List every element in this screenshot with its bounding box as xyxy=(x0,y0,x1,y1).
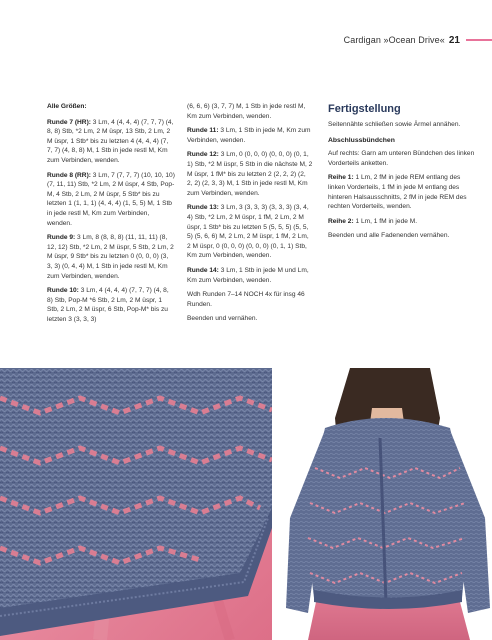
round-10-continued: (6, 6, 6) (3, 7, 7) M, 1 Stb in jede restl M, Km zum Verbinden, wenden. xyxy=(187,103,306,120)
text-column-1 xyxy=(47,102,175,329)
round-10 xyxy=(47,286,175,324)
round-text: 3 Lm, 4 (4, 4, 4) (7, 7, 7) (4, 8, 8) Stb, *2 Lm, 2 M üspr, 13 Stb, 2 Lm, 2 M üspr, 1 Stb* bis zu letzten 4 (4, 4, 4) (7, 7, 7) (4, 8, 8) M, 1 Stb in jede restl M, Km zum Verbinden, wenden. xyxy=(47,118,174,164)
round-label: Runde 8 (RR): xyxy=(47,171,91,179)
detail-photo xyxy=(0,368,272,640)
row-2 xyxy=(328,217,478,227)
subsection-title: Abschlussbündchen xyxy=(328,136,395,144)
knit-detail-illustration xyxy=(0,368,272,640)
sizes-heading: Alle Größen: xyxy=(47,103,87,110)
round-14 xyxy=(187,266,313,285)
round-12 xyxy=(187,150,313,198)
model-photo xyxy=(280,368,492,640)
round-7 xyxy=(47,118,175,166)
round-13 xyxy=(187,203,313,261)
round-label: Runde 11: xyxy=(187,127,219,135)
section-title: Fertigstellung xyxy=(328,103,401,115)
finish-note: Beenden und vernähen. xyxy=(187,315,258,323)
text-column-3 xyxy=(328,102,478,246)
round-8 xyxy=(47,171,175,229)
end-note: Beenden und alle Fadenenden vernähen. xyxy=(328,232,450,240)
round-label: Runde 13: xyxy=(187,204,219,212)
round-label: Runde 9: xyxy=(47,234,76,242)
row-text: 1 Lm, 2 fM in jede REM entlang des linken Vorderteils, 1 fM in jede M entlang des hinteren Halsausschnitts, 2 fM in jede REM des rechten Vorderteils, wenden. xyxy=(328,174,467,211)
subsection-intro: Auf rechts: Garn am unteren Bündchen des linken Vorderteils anketten. xyxy=(328,150,475,167)
round-text: 3 Lm, 4 (4, 4, 4) (7, 7, 7) (4, 8, 8) Stb, Pop-M *6 Stb, 2 Lm, 2 M üspr, 1 Stb, 2 Lm, 2 M üspr, 6 Stb, Pop-M* bis zu letzten 3 (3, 3, 3) xyxy=(47,287,169,323)
text-column-2 xyxy=(187,102,313,329)
repeat-note: Wdh Runden 7–14 NOCH 4x für insg 46 Runden. xyxy=(187,291,305,308)
round-text: 3 Lm, 0 (0, 0, 0) (0, 0, 0) (0, 1, 1) Stb, *2 M üspr, 5 Stb in die nächste M, 2 M üspr, 1 fM* bis zu letzten 2 (2, 2, 2) (2, 2, 2) (2, 3, 3) M, 1 Stb in jede restl M, Km zum Verbinden, wenden. xyxy=(187,151,313,197)
round-text: 3 Lm, 3 (3, 3, 3) (3, 3, 3) (3, 4, 4) Stb, *2 Lm, 2 M üspr, 1 fM, 2 Lm, 2 M üspr, 1 Stb* bis zu letzten 5 (5, 5, 5) (5, 5, 5) (5, 6, 6) M, 2 Lm, 2 M üspr, 1 fM, 2 Lm, 2 M üspr, 0 (0, 0, 0) (0, 0, 0) (0, 1, 1) Stb, Km zum Verbinden, wenden. xyxy=(187,204,309,260)
page-number: 21 xyxy=(448,34,460,46)
row-label: Reihe 2: xyxy=(328,217,354,225)
row-label: Reihe 1: xyxy=(328,174,354,182)
round-text: 3 Lm, 7 (7, 7, 7) (10, 10, 10) (7, 11, 11) Stb, *2 Lm, 2 M üspr, 4 Stb, Pop-M, 4 Stb, 2 Lm, 2 M üspr, 5 Stb* bis zu letzten 1 (1, 1, 1) (4, 4, 4) (1, 5, 5) M, 1 Stb in jede restl M, Km zum Verbinden, wenden. xyxy=(47,171,175,227)
page-header xyxy=(344,33,492,47)
round-label: Runde 10: xyxy=(47,287,79,295)
row-text: 1 Lm, 1 fM in jede M. xyxy=(353,217,418,225)
round-11 xyxy=(187,126,313,145)
round-9 xyxy=(47,233,175,281)
round-label: Runde 7 (HR): xyxy=(47,118,91,126)
round-label: Runde 14: xyxy=(187,266,219,274)
row-1 xyxy=(328,173,478,211)
round-text: 3 Lm, 1 Stb in jede M und Lm, Km zum Verbinden, wenden. xyxy=(187,266,309,284)
round-label: Runde 12: xyxy=(187,151,219,159)
running-title: Cardigan »Ocean Drive« xyxy=(343,35,445,45)
accent-bar xyxy=(466,39,492,41)
round-text: 3 Lm, 8 (8, 8, 8) (11, 11, 11) (8, 12, 12) Stb, *2 Lm, 2 M üspr, 5 Stb, 2 Lm, 2 M üspr, 9 Stb* bis zu letzten 0 (0, 0, 0) (3, 3, 3) (0, 4, 4) M, 1 Stb in jede restl M, Km zum Verbinden, wenden. xyxy=(47,234,174,280)
round-text: 3 Lm, 1 Stb in jede M, Km zum Verbinden, wenden. xyxy=(187,127,311,144)
intro-text: Seitennähte schließen sowie Ärmel annähen. xyxy=(328,121,461,128)
model-illustration xyxy=(280,368,492,640)
